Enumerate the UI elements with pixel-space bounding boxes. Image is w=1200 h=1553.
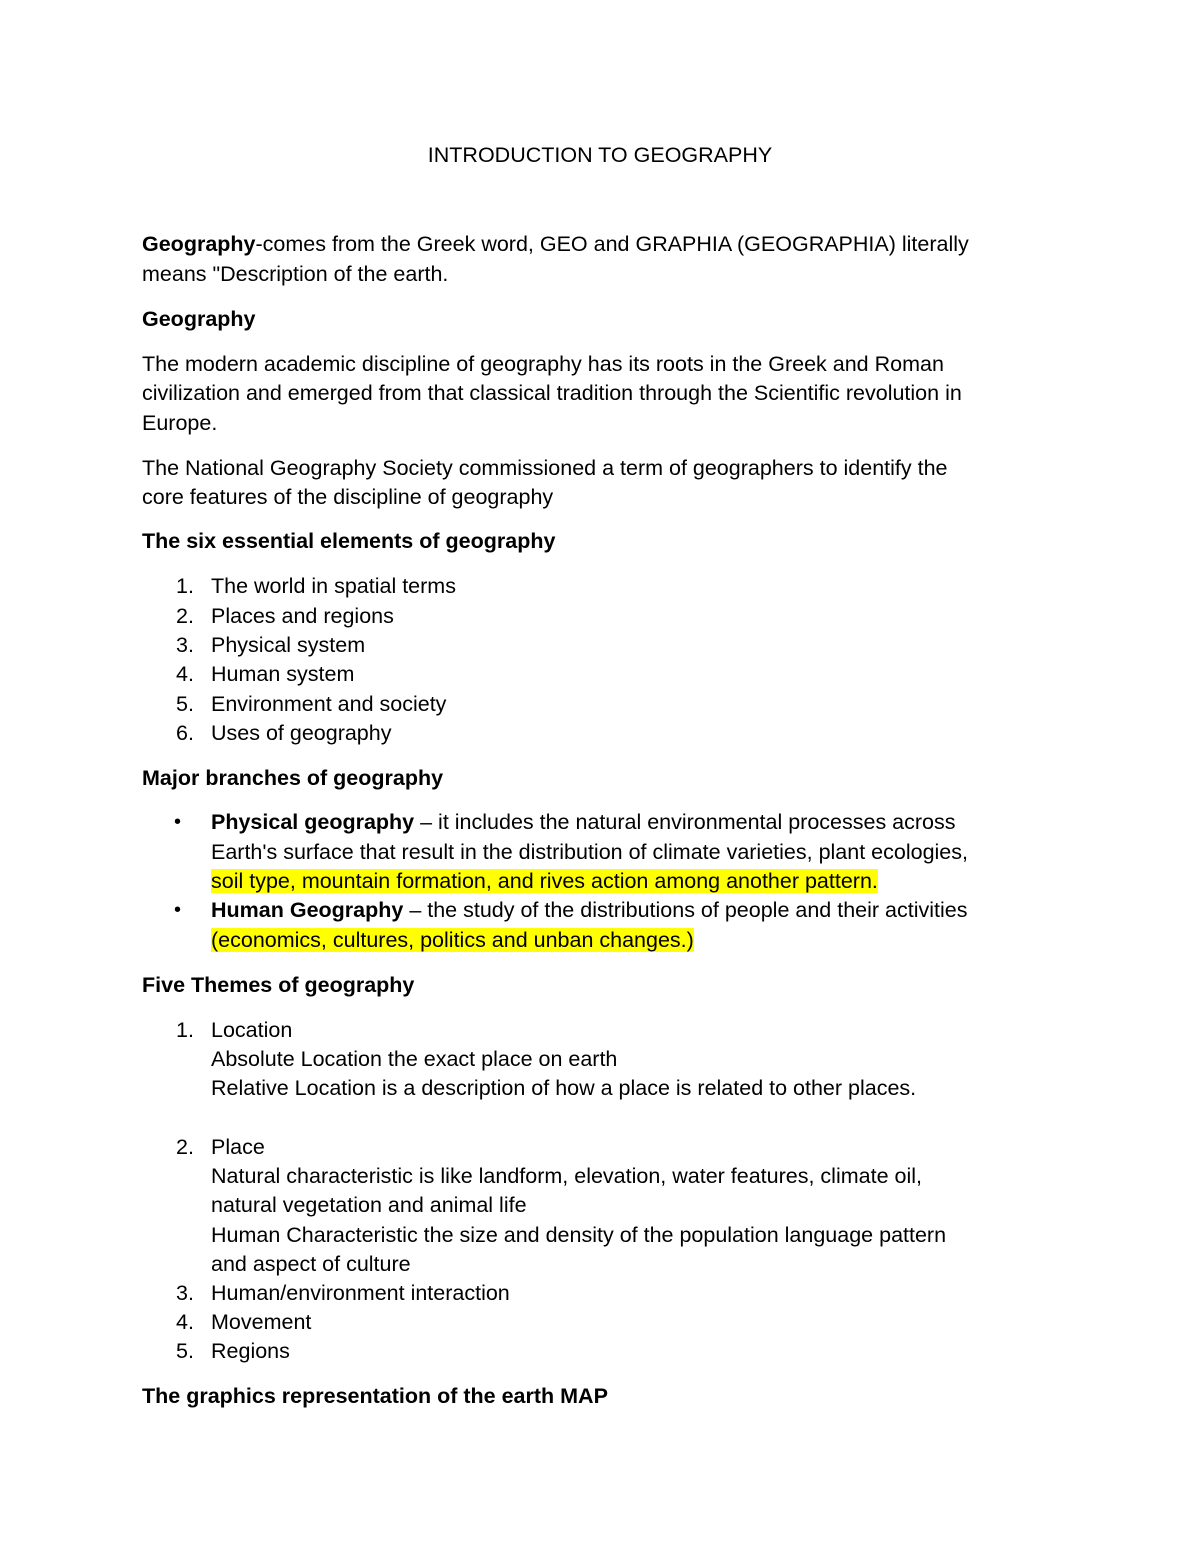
geography-heading: Geography <box>142 307 256 331</box>
human-term: Human Geography <box>211 898 404 922</box>
elements-heading: The six essential elements of geography <box>142 529 556 553</box>
list-number: 2. <box>176 604 194 628</box>
list-number: 4. <box>176 1310 194 1334</box>
list-number: 1. <box>176 574 194 598</box>
para1-line-2: civilization and emerged from that classical tradition through the Scientific revolution in <box>142 381 962 405</box>
list-text: Environment and society <box>211 692 447 716</box>
list-number: 3. <box>176 633 194 657</box>
list-number: 4. <box>176 662 194 686</box>
list-text: Human/environment interaction <box>211 1281 510 1305</box>
location-line-1: Absolute Location the exact place on earth <box>211 1047 618 1071</box>
physical-desc: – it includes the natural environmental processes across <box>414 810 956 834</box>
place-line-3: Human Characteristic the size and density of the population language pattern <box>211 1223 947 1247</box>
location-line-2: Relative Location is a description of how a place is related to other places. <box>211 1076 917 1100</box>
list-text: Physical system <box>211 633 366 657</box>
list-text: Movement <box>211 1310 312 1334</box>
intro-text: -comes from the Greek word, GEO and GRAPHIA (GEOGRAPHIA) literally <box>255 232 969 256</box>
list-text: Places and regions <box>211 604 394 628</box>
map-heading: The graphics representation of the earth MAP <box>142 1384 608 1408</box>
physical-term: Physical geography <box>211 810 415 834</box>
physical-line-3-wrap <box>211 867 1051 897</box>
list-text: Location <box>211 1018 293 1042</box>
themes-heading: Five Themes of geography <box>142 973 415 997</box>
place-line-2: natural vegetation and animal life <box>211 1193 527 1217</box>
physical-line-1 <box>211 808 1051 838</box>
bullet-icon: • <box>174 811 182 833</box>
list-text: Place <box>211 1135 265 1159</box>
human-line-2-highlight: (economics, cultures, politics and unban changes.) <box>211 928 694 952</box>
physical-line-2: Earth's surface that result in the distribution of climate varieties, plant ecologies, <box>211 840 968 864</box>
list-text: The world in spatial terms <box>211 574 456 598</box>
list-number: 5. <box>176 1339 194 1363</box>
list-number: 1. <box>176 1018 194 1042</box>
list-text: Human system <box>211 662 355 686</box>
branches-heading: Major branches of geography <box>142 766 444 790</box>
human-desc: – the study of the distributions of people and their activities <box>403 898 968 922</box>
place-line-1: Natural characteristic is like landform, elevation, water features, climate oil, <box>211 1164 922 1188</box>
list-text: Uses of geography <box>211 721 392 745</box>
list-number: 6. <box>176 721 194 745</box>
list-text: Regions <box>211 1339 290 1363</box>
para2-line-1: The National Geography Society commissioned a term of geographers to identify the <box>142 456 948 480</box>
human-line-1 <box>211 896 1051 926</box>
document-title: INTRODUCTION TO GEOGRAPHY <box>427 143 773 167</box>
list-number: 5. <box>176 692 194 716</box>
place-line-4: and aspect of culture <box>211 1252 411 1276</box>
human-line-2-wrap <box>211 926 1051 956</box>
physical-line-3-highlight: soil type, mountain formation, and rives action among another pattern. <box>211 869 878 893</box>
para1-line-3: Europe. <box>142 411 218 435</box>
para1-line-1: The modern academic discipline of geography has its roots in the Greek and Roman <box>142 352 944 376</box>
list-number: 2. <box>176 1135 194 1159</box>
intro-line-2: means "Description of the earth. <box>142 262 449 286</box>
bullet-icon: • <box>174 899 182 921</box>
intro-term: Geography <box>142 232 256 256</box>
list-number: 3. <box>176 1281 194 1305</box>
intro-line-1 <box>142 230 1062 260</box>
para2-line-2: core features of the discipline of geography <box>142 485 554 509</box>
